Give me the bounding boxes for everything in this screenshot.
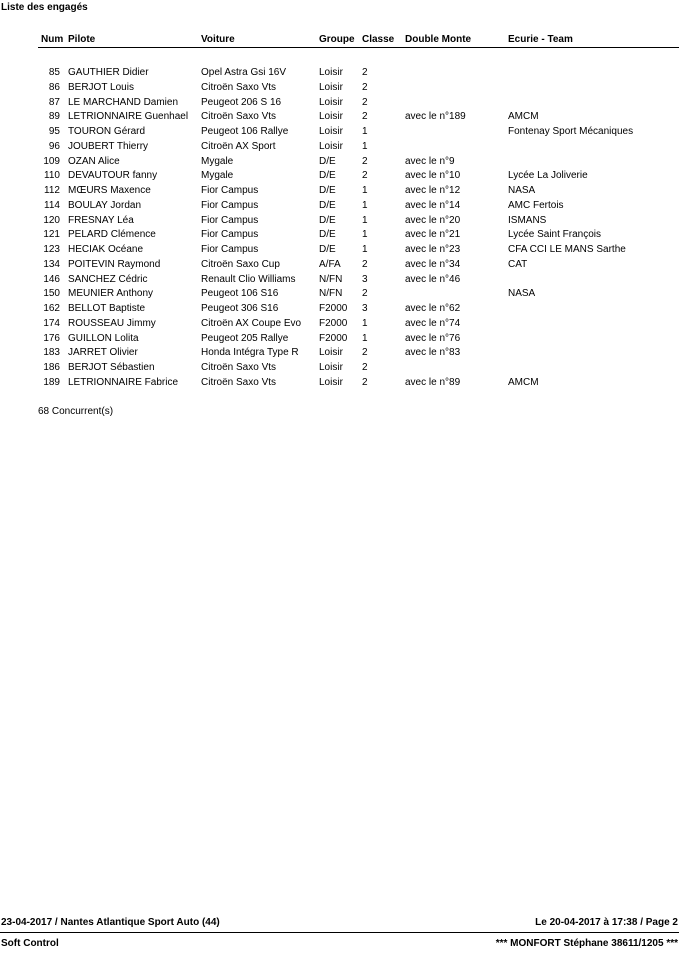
cell-num: 189	[43, 376, 60, 388]
footer-date-page: Le 20-04-2017 à 17:38 / Page 2	[535, 917, 678, 928]
cell-voiture: Renault Clio Williams	[201, 273, 296, 285]
cell-groupe: Loisir	[319, 362, 343, 373]
table-row	[0, 67, 679, 82]
cell-pilote: BERJOT Sébastien	[68, 362, 155, 373]
table-row	[0, 244, 679, 259]
column-header-pilote: Pilote	[68, 34, 96, 45]
cell-voiture: Peugeot 106 Rallye	[201, 126, 289, 137]
table-row	[0, 97, 679, 112]
table-row	[0, 274, 679, 289]
cell-voiture: Citroën AX Sport	[201, 140, 276, 152]
cell-double-monte: avec le n°20	[405, 214, 461, 226]
table-row	[0, 259, 679, 274]
cell-groupe: F2000	[319, 332, 348, 344]
cell-ecurie: NASA	[508, 288, 536, 300]
column-header-ecurie: Ecurie - Team	[508, 34, 573, 45]
table-row	[0, 156, 679, 171]
column-header-num: Num	[41, 34, 64, 45]
column-header-groupe: Groupe	[319, 34, 355, 45]
cell-voiture: Peugeot 306 S16	[201, 303, 279, 314]
cell-double-monte: avec le n°83	[405, 347, 461, 359]
cell-voiture: Citroën Saxo Vts	[201, 376, 277, 388]
cell-pilote: BELLOT Baptiste	[68, 303, 146, 314]
table-row	[0, 377, 679, 392]
cell-groupe: Loisir	[319, 347, 343, 359]
cell-voiture: Peugeot 205 Rallye	[201, 332, 289, 344]
cell-voiture: Fior Campus	[201, 199, 259, 211]
cell-classe: 2	[362, 155, 368, 167]
column-header-voiture: Voiture	[201, 34, 235, 45]
cell-pilote: HECIAK Océane	[68, 244, 144, 255]
cell-double-monte: avec le n°14	[405, 199, 461, 211]
cell-num: 85	[48, 67, 60, 78]
cell-groupe: N/FN	[319, 288, 343, 300]
cell-classe: 1	[362, 126, 368, 137]
cell-double-monte: avec le n°10	[405, 170, 461, 182]
cell-classe: 2	[362, 67, 368, 78]
table-row	[0, 288, 679, 303]
cell-classe: 2	[362, 347, 368, 359]
cell-groupe: N/FN	[319, 273, 343, 285]
cell-double-monte: avec le n°12	[405, 185, 461, 196]
cell-classe: 1	[362, 332, 368, 344]
cell-double-monte: avec le n°23	[405, 244, 461, 255]
cell-double-monte: avec le n°9	[405, 155, 455, 167]
cell-classe: 1	[362, 185, 368, 196]
footer-license: *** MONFORT Stéphane 38611/1205 ***	[495, 938, 678, 949]
document-title: Liste des engagés	[1, 2, 88, 13]
cell-voiture: Opel Astra Gsi 16V	[201, 67, 287, 78]
cell-pilote: OZAN Alice	[68, 155, 120, 167]
table-row	[0, 215, 679, 230]
cell-num: 109	[43, 155, 60, 167]
cell-pilote: POITEVIN Raymond	[68, 258, 161, 270]
cell-groupe: F2000	[319, 303, 348, 314]
table-row	[0, 200, 679, 215]
cell-num: 121	[43, 229, 60, 241]
cell-voiture: Citroën Saxo Vts	[201, 362, 277, 373]
cell-num: 120	[43, 214, 60, 226]
cell-ecurie: Fontenay Sport Mécaniques	[508, 126, 634, 137]
table-row	[0, 185, 679, 200]
cell-pilote: LE MARCHAND Damien	[68, 96, 179, 108]
cell-pilote: PELARD Clémence	[68, 229, 156, 241]
cell-pilote: JARRET Olivier	[68, 347, 138, 359]
table-row	[0, 111, 679, 126]
cell-ecurie: AMC Fertois	[508, 199, 564, 211]
cell-num: 146	[43, 273, 60, 285]
table-row	[0, 141, 679, 156]
cell-double-monte: avec le n°74	[405, 317, 461, 329]
cell-voiture: Fior Campus	[201, 214, 259, 226]
cell-groupe: Loisir	[319, 81, 343, 93]
cell-groupe: D/E	[319, 244, 336, 255]
cell-pilote: FRESNAY Léa	[68, 214, 134, 226]
cell-ecurie: NASA	[508, 185, 536, 196]
footer-software: Soft Control	[1, 938, 59, 949]
cell-voiture: Fior Campus	[201, 229, 259, 241]
cell-num: 134	[43, 258, 60, 270]
cell-double-monte: avec le n°62	[405, 303, 461, 314]
cell-groupe: Loisir	[319, 140, 343, 152]
cell-double-monte: avec le n°21	[405, 229, 461, 241]
cell-voiture: Citroën AX Coupe Evo	[201, 317, 302, 329]
cell-num: 86	[48, 81, 60, 93]
footer-divider	[0, 932, 679, 933]
table-row	[0, 333, 679, 348]
cell-classe: 2	[362, 96, 368, 108]
cell-groupe: F2000	[319, 317, 348, 329]
cell-classe: 2	[362, 376, 368, 388]
cell-num: 89	[48, 111, 60, 123]
cell-classe: 2	[362, 170, 368, 182]
cell-classe: 2	[362, 362, 368, 373]
cell-classe: 1	[362, 317, 368, 329]
table-row	[0, 170, 679, 185]
cell-num: 87	[48, 96, 60, 108]
cell-pilote: SANCHEZ Cédric	[68, 273, 148, 285]
table-row	[0, 126, 679, 141]
cell-groupe: Loisir	[319, 96, 343, 108]
competitor-count: 68 Concurrent(s)	[38, 406, 114, 417]
table-row	[0, 318, 679, 333]
cell-voiture: Peugeot 206 S 16	[201, 96, 282, 108]
cell-voiture: Citroën Saxo Vts	[201, 111, 277, 123]
cell-classe: 3	[362, 273, 368, 285]
cell-ecurie: Lycée La Joliverie	[508, 170, 588, 182]
column-header-classe: Classe	[362, 34, 395, 45]
cell-groupe: Loisir	[319, 376, 343, 388]
cell-num: 176	[43, 332, 60, 344]
cell-classe: 1	[362, 244, 368, 255]
cell-num: 96	[48, 140, 60, 152]
cell-pilote: LETRIONNAIRE Guenhael	[68, 111, 189, 123]
cell-pilote: BOULAY Jordan	[68, 199, 142, 211]
cell-classe: 2	[362, 81, 368, 93]
cell-pilote: JOUBERT Thierry	[68, 140, 149, 152]
cell-num: 150	[43, 288, 60, 300]
cell-voiture: Fior Campus	[201, 244, 259, 255]
cell-num: 186	[43, 362, 60, 373]
cell-groupe: Loisir	[319, 111, 343, 123]
cell-classe: 2	[362, 111, 368, 123]
cell-voiture: Citroën Saxo Cup	[201, 258, 280, 270]
cell-ecurie: CAT	[508, 258, 528, 270]
cell-ecurie: AMCM	[508, 376, 539, 388]
cell-double-monte: avec le n°189	[405, 111, 466, 123]
table-row	[0, 82, 679, 97]
cell-groupe: D/E	[319, 214, 336, 226]
cell-voiture: Honda Intégra Type R	[201, 347, 299, 359]
cell-num: 110	[44, 170, 60, 182]
cell-groupe: D/E	[319, 185, 336, 196]
cell-pilote: DEVAUTOUR fanny	[68, 170, 158, 182]
cell-num: 112	[44, 185, 60, 196]
cell-voiture: Peugeot 106 S16	[201, 288, 279, 300]
cell-pilote: GUILLON Lolita	[68, 332, 139, 344]
cell-voiture: Citroën Saxo Vts	[201, 81, 277, 93]
cell-ecurie: ISMANS	[508, 214, 547, 226]
cell-ecurie: Lycée Saint François	[508, 229, 602, 241]
cell-num: 174	[43, 317, 60, 329]
cell-classe: 1	[362, 140, 368, 152]
cell-classe: 1	[362, 199, 368, 211]
cell-voiture: Mygale	[201, 155, 234, 167]
cell-num: 183	[43, 347, 60, 359]
cell-groupe: Loisir	[319, 126, 343, 137]
cell-voiture: Mygale	[201, 170, 234, 182]
cell-double-monte: avec le n°46	[405, 273, 461, 285]
cell-num: 123	[43, 244, 60, 255]
cell-classe: 1	[362, 214, 368, 226]
cell-double-monte: avec le n°76	[405, 332, 461, 344]
cell-pilote: GAUTHIER Didier	[68, 67, 149, 78]
table-row	[0, 229, 679, 244]
cell-pilote: BERJOT Louis	[68, 81, 134, 93]
cell-groupe: A/FA	[319, 258, 341, 270]
cell-classe: 2	[362, 258, 368, 270]
cell-classe: 3	[362, 303, 368, 314]
table-row	[0, 362, 679, 377]
cell-pilote: ROUSSEAU Jimmy	[68, 317, 156, 329]
cell-ecurie: AMCM	[508, 111, 539, 123]
cell-double-monte: avec le n°34	[405, 258, 461, 270]
cell-num: 114	[44, 199, 60, 211]
cell-ecurie: CFA CCI LE MANS Sarthe	[508, 244, 626, 255]
cell-pilote: TOURON Gérard	[68, 126, 146, 137]
cell-groupe: D/E	[319, 199, 336, 211]
cell-double-monte: avec le n°89	[405, 376, 461, 388]
table-row	[0, 303, 679, 318]
table-row	[0, 347, 679, 362]
cell-pilote: LETRIONNAIRE Fabrice	[68, 376, 179, 388]
footer-event: 23-04-2017 / Nantes Atlantique Sport Auto (44)	[1, 917, 220, 928]
cell-voiture: Fior Campus	[201, 185, 259, 196]
cell-groupe: Loisir	[319, 67, 343, 78]
cell-groupe: D/E	[319, 229, 336, 241]
cell-num: 95	[48, 126, 60, 137]
column-header-double-monte: Double Monte	[405, 34, 472, 45]
cell-num: 162	[43, 303, 60, 314]
cell-groupe: D/E	[319, 170, 336, 182]
cell-classe: 2	[362, 288, 368, 300]
cell-groupe: D/E	[319, 155, 336, 167]
cell-pilote: MŒURS Maxence	[68, 185, 151, 196]
header-divider	[38, 47, 679, 48]
cell-pilote: MEUNIER Anthony	[68, 288, 154, 300]
cell-classe: 1	[362, 229, 368, 241]
